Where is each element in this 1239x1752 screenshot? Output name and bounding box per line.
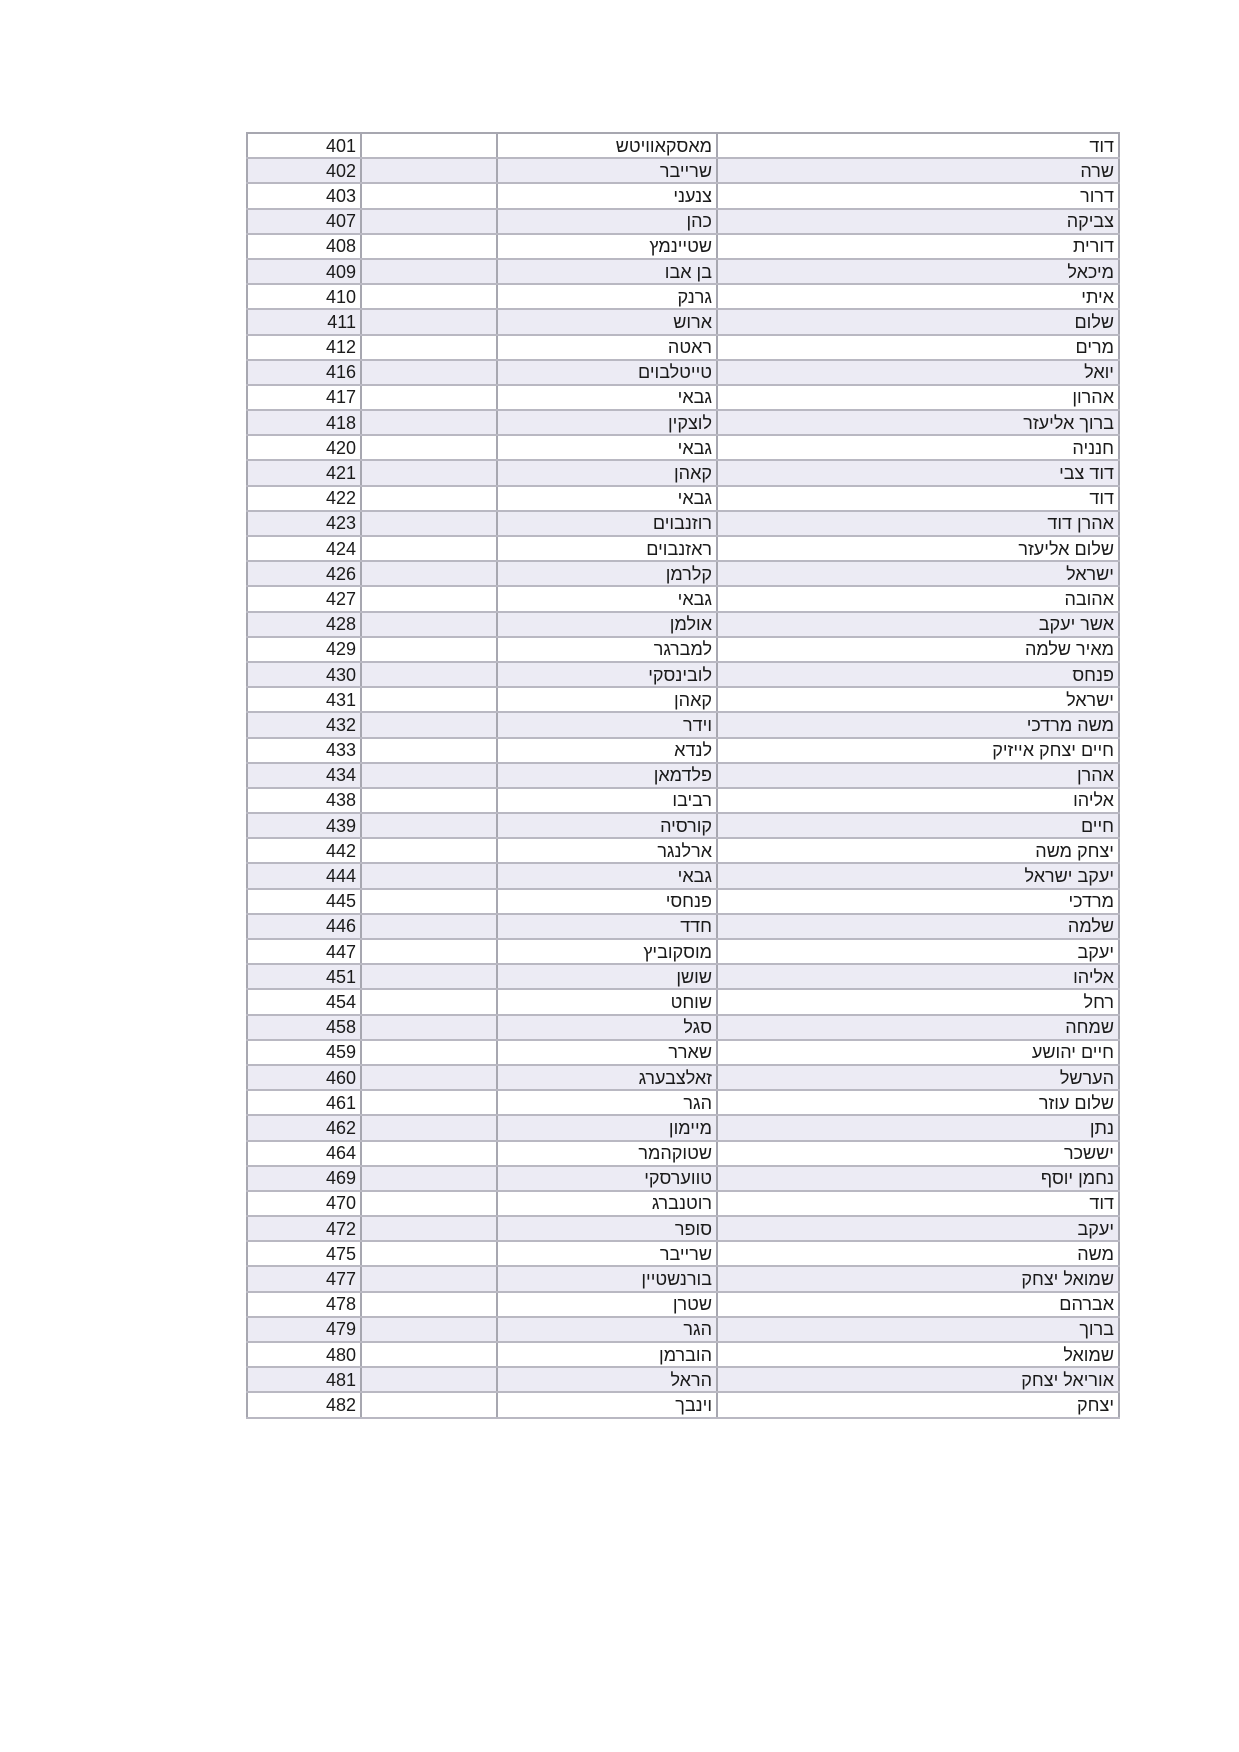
last-name-cell: סגל — [497, 1015, 717, 1040]
names-table-body — [247, 133, 1119, 1418]
table-row — [247, 1015, 1119, 1040]
id-cell: 402 — [247, 158, 361, 183]
last-name-cell: שרייבר — [497, 1241, 717, 1266]
id-cell: 445 — [247, 889, 361, 914]
id-cell: 451 — [247, 964, 361, 989]
empty-cell — [361, 889, 497, 914]
id-cell: 431 — [247, 687, 361, 712]
first-name-cell: פנחס — [717, 662, 1119, 687]
table-row — [247, 536, 1119, 561]
id-cell: 470 — [247, 1191, 361, 1216]
table-row — [247, 284, 1119, 309]
empty-cell — [361, 435, 497, 460]
empty-cell — [361, 259, 497, 284]
table-row — [247, 1342, 1119, 1367]
table-row — [247, 1065, 1119, 1090]
id-cell: 408 — [247, 234, 361, 259]
id-cell: 426 — [247, 561, 361, 586]
id-cell: 462 — [247, 1115, 361, 1140]
table-row — [247, 763, 1119, 788]
empty-cell — [361, 133, 497, 158]
first-name-cell: דורית — [717, 234, 1119, 259]
empty-cell — [361, 838, 497, 863]
first-name-cell: יששכר — [717, 1141, 1119, 1166]
table-row — [247, 1115, 1119, 1140]
table-row — [247, 511, 1119, 536]
last-name-cell: קאהן — [497, 687, 717, 712]
table-row — [247, 813, 1119, 838]
first-name-cell: שלום — [717, 309, 1119, 334]
last-name-cell: הראל — [497, 1367, 717, 1392]
last-name-cell: קאהן — [497, 460, 717, 485]
last-name-cell: מאסקאוויטש — [497, 133, 717, 158]
id-cell: 434 — [247, 763, 361, 788]
table-row — [247, 335, 1119, 360]
last-name-cell: שוחט — [497, 989, 717, 1014]
last-name-cell: וידר — [497, 712, 717, 737]
table-row — [247, 385, 1119, 410]
first-name-cell: משה — [717, 1241, 1119, 1266]
last-name-cell: מוסקוביץ — [497, 939, 717, 964]
last-name-cell: גבאי — [497, 863, 717, 888]
empty-cell — [361, 284, 497, 309]
table-row — [247, 939, 1119, 964]
first-name-cell: אברהם — [717, 1292, 1119, 1317]
first-name-cell: יצחק משה — [717, 838, 1119, 863]
last-name-cell: לוצקין — [497, 410, 717, 435]
id-cell: 422 — [247, 486, 361, 511]
first-name-cell: שרה — [717, 158, 1119, 183]
id-cell: 478 — [247, 1292, 361, 1317]
first-name-cell: יעקב ישראל — [717, 863, 1119, 888]
last-name-cell: למברגר — [497, 637, 717, 662]
empty-cell — [361, 234, 497, 259]
id-cell: 410 — [247, 284, 361, 309]
first-name-cell: צביקה — [717, 209, 1119, 234]
last-name-cell: זאלצבערג — [497, 1065, 717, 1090]
last-name-cell: טווערסקי — [497, 1166, 717, 1191]
empty-cell — [361, 1191, 497, 1216]
empty-cell — [361, 939, 497, 964]
last-name-cell: ראזנבוים — [497, 536, 717, 561]
last-name-cell: בן אבו — [497, 259, 717, 284]
last-name-cell: גרנק — [497, 284, 717, 309]
first-name-cell: יעקב — [717, 939, 1119, 964]
first-name-cell: דוד — [717, 1191, 1119, 1216]
table-row — [247, 889, 1119, 914]
table-row — [247, 234, 1119, 259]
table-row — [247, 838, 1119, 863]
first-name-cell: שמואל — [717, 1342, 1119, 1367]
id-cell: 472 — [247, 1216, 361, 1241]
last-name-cell: ראטה — [497, 335, 717, 360]
empty-cell — [361, 158, 497, 183]
table-row — [247, 486, 1119, 511]
table-row — [247, 914, 1119, 939]
table-row — [247, 1141, 1119, 1166]
empty-cell — [361, 486, 497, 511]
id-cell: 401 — [247, 133, 361, 158]
last-name-cell: פנחסי — [497, 889, 717, 914]
id-cell: 417 — [247, 385, 361, 410]
first-name-cell: דוד — [717, 486, 1119, 511]
id-cell: 420 — [247, 435, 361, 460]
last-name-cell: לובינסקי — [497, 662, 717, 687]
table-row — [247, 1216, 1119, 1241]
first-name-cell: שמואל יצחק — [717, 1266, 1119, 1291]
id-cell: 423 — [247, 511, 361, 536]
id-cell: 421 — [247, 460, 361, 485]
empty-cell — [361, 863, 497, 888]
first-name-cell: מאיר שלמה — [717, 637, 1119, 662]
last-name-cell: לנדא — [497, 738, 717, 763]
table-row — [247, 788, 1119, 813]
last-name-cell: כהן — [497, 209, 717, 234]
table-row — [247, 637, 1119, 662]
first-name-cell: אהובה — [717, 586, 1119, 611]
id-cell: 446 — [247, 914, 361, 939]
first-name-cell: שמחה — [717, 1015, 1119, 1040]
table-row — [247, 1392, 1119, 1417]
table-row — [247, 989, 1119, 1014]
empty-cell — [361, 1367, 497, 1392]
last-name-cell: גבאי — [497, 486, 717, 511]
id-cell: 424 — [247, 536, 361, 561]
empty-cell — [361, 335, 497, 360]
first-name-cell: חיים — [717, 813, 1119, 838]
id-cell: 461 — [247, 1090, 361, 1115]
last-name-cell: אולמן — [497, 612, 717, 637]
empty-cell — [361, 1115, 497, 1140]
empty-cell — [361, 989, 497, 1014]
last-name-cell: הגר — [497, 1317, 717, 1342]
last-name-cell: שטיינמץ — [497, 234, 717, 259]
id-cell: 459 — [247, 1040, 361, 1065]
first-name-cell: יעקב — [717, 1216, 1119, 1241]
empty-cell — [361, 1216, 497, 1241]
last-name-cell: שרייבר — [497, 158, 717, 183]
table-row — [247, 259, 1119, 284]
names-table — [246, 132, 1120, 1419]
last-name-cell: טייטלבוים — [497, 360, 717, 385]
last-name-cell: גבאי — [497, 435, 717, 460]
last-name-cell: וינבך — [497, 1392, 717, 1417]
last-name-cell: קורסיה — [497, 813, 717, 838]
id-cell: 407 — [247, 209, 361, 234]
empty-cell — [361, 385, 497, 410]
last-name-cell: גבאי — [497, 385, 717, 410]
first-name-cell: אהרון — [717, 385, 1119, 410]
last-name-cell: ארוש — [497, 309, 717, 334]
table-row — [247, 133, 1119, 158]
table-row — [247, 662, 1119, 687]
last-name-cell: סופר — [497, 1216, 717, 1241]
id-cell: 482 — [247, 1392, 361, 1417]
first-name-cell: חנניה — [717, 435, 1119, 460]
id-cell: 403 — [247, 183, 361, 208]
last-name-cell: חדד — [497, 914, 717, 939]
empty-cell — [361, 763, 497, 788]
id-cell: 442 — [247, 838, 361, 863]
table-row — [247, 360, 1119, 385]
empty-cell — [361, 1065, 497, 1090]
first-name-cell: ישראל — [717, 687, 1119, 712]
table-row — [247, 309, 1119, 334]
first-name-cell: דרור — [717, 183, 1119, 208]
empty-cell — [361, 914, 497, 939]
empty-cell — [361, 511, 497, 536]
id-cell: 458 — [247, 1015, 361, 1040]
id-cell: 432 — [247, 712, 361, 737]
id-cell: 475 — [247, 1241, 361, 1266]
id-cell: 429 — [247, 637, 361, 662]
first-name-cell: נתן — [717, 1115, 1119, 1140]
empty-cell — [361, 1292, 497, 1317]
first-name-cell: אשר יעקב — [717, 612, 1119, 637]
id-cell: 412 — [247, 335, 361, 360]
empty-cell — [361, 460, 497, 485]
id-cell: 411 — [247, 309, 361, 334]
first-name-cell: שלום אליעזר — [717, 536, 1119, 561]
table-row — [247, 1266, 1119, 1291]
id-cell: 427 — [247, 586, 361, 611]
id-cell: 481 — [247, 1367, 361, 1392]
table-row — [247, 1241, 1119, 1266]
last-name-cell: שטרן — [497, 1292, 717, 1317]
table-row — [247, 612, 1119, 637]
empty-cell — [361, 687, 497, 712]
first-name-cell: משה מרדכי — [717, 712, 1119, 737]
last-name-cell: הגר — [497, 1090, 717, 1115]
first-name-cell: ברוך אליעזר — [717, 410, 1119, 435]
id-cell: 444 — [247, 863, 361, 888]
table-row — [247, 964, 1119, 989]
empty-cell — [361, 1141, 497, 1166]
last-name-cell: בורנשטיין — [497, 1266, 717, 1291]
empty-cell — [361, 813, 497, 838]
empty-cell — [361, 964, 497, 989]
first-name-cell: יצחק — [717, 1392, 1119, 1417]
id-cell: 430 — [247, 662, 361, 687]
empty-cell — [361, 536, 497, 561]
first-name-cell: ברוך — [717, 1317, 1119, 1342]
table-row — [247, 460, 1119, 485]
empty-cell — [361, 209, 497, 234]
first-name-cell: רחל — [717, 989, 1119, 1014]
empty-cell — [361, 637, 497, 662]
last-name-cell: רוטנברג — [497, 1191, 717, 1216]
last-name-cell: פלדמאן — [497, 763, 717, 788]
id-cell: 418 — [247, 410, 361, 435]
first-name-cell: אליהו — [717, 964, 1119, 989]
empty-cell — [361, 1392, 497, 1417]
first-name-cell: דוד — [717, 133, 1119, 158]
last-name-cell: צנעני — [497, 183, 717, 208]
table-row — [247, 410, 1119, 435]
id-cell: 480 — [247, 1342, 361, 1367]
id-cell: 433 — [247, 738, 361, 763]
table-row — [247, 712, 1119, 737]
last-name-cell: קלרמן — [497, 561, 717, 586]
table-row — [247, 1292, 1119, 1317]
empty-cell — [361, 662, 497, 687]
last-name-cell: שטוקהמר — [497, 1141, 717, 1166]
id-cell: 479 — [247, 1317, 361, 1342]
table-row — [247, 586, 1119, 611]
first-name-cell: חיים יצחק אייזיק — [717, 738, 1119, 763]
table-row — [247, 1317, 1119, 1342]
empty-cell — [361, 1040, 497, 1065]
last-name-cell: שושן — [497, 964, 717, 989]
id-cell: 416 — [247, 360, 361, 385]
empty-cell — [361, 1015, 497, 1040]
last-name-cell: רוזנבוים — [497, 511, 717, 536]
table-row — [247, 1040, 1119, 1065]
first-name-cell: חיים יהושע — [717, 1040, 1119, 1065]
empty-cell — [361, 183, 497, 208]
table-row — [247, 435, 1119, 460]
table-row — [247, 561, 1119, 586]
empty-cell — [361, 1166, 497, 1191]
table-row — [247, 209, 1119, 234]
id-cell: 439 — [247, 813, 361, 838]
first-name-cell: שלמה — [717, 914, 1119, 939]
id-cell: 460 — [247, 1065, 361, 1090]
first-name-cell: יואל — [717, 360, 1119, 385]
empty-cell — [361, 738, 497, 763]
table-row — [247, 738, 1119, 763]
table-row — [247, 158, 1119, 183]
empty-cell — [361, 1266, 497, 1291]
empty-cell — [361, 561, 497, 586]
last-name-cell: רביבו — [497, 788, 717, 813]
id-cell: 454 — [247, 989, 361, 1014]
empty-cell — [361, 1317, 497, 1342]
table-row — [247, 863, 1119, 888]
first-name-cell: שלום עוזר — [717, 1090, 1119, 1115]
empty-cell — [361, 410, 497, 435]
last-name-cell: ארלנגר — [497, 838, 717, 863]
first-name-cell: נחמן יוסף — [717, 1166, 1119, 1191]
empty-cell — [361, 788, 497, 813]
empty-cell — [361, 712, 497, 737]
id-cell: 409 — [247, 259, 361, 284]
last-name-cell: מיימון — [497, 1115, 717, 1140]
first-name-cell: הערשל — [717, 1065, 1119, 1090]
empty-cell — [361, 1241, 497, 1266]
first-name-cell: מרים — [717, 335, 1119, 360]
id-cell: 464 — [247, 1141, 361, 1166]
first-name-cell: אליהו — [717, 788, 1119, 813]
empty-cell — [361, 360, 497, 385]
first-name-cell: מיכאל — [717, 259, 1119, 284]
id-cell: 428 — [247, 612, 361, 637]
first-name-cell: אוריאל יצחק — [717, 1367, 1119, 1392]
first-name-cell: מרדכי — [717, 889, 1119, 914]
table-row — [247, 1090, 1119, 1115]
first-name-cell: אהרן דוד — [717, 511, 1119, 536]
first-name-cell: אהרן — [717, 763, 1119, 788]
id-cell: 469 — [247, 1166, 361, 1191]
empty-cell — [361, 309, 497, 334]
table-row — [247, 687, 1119, 712]
first-name-cell: ישראל — [717, 561, 1119, 586]
id-cell: 477 — [247, 1266, 361, 1291]
first-name-cell: דוד צבי — [717, 460, 1119, 485]
id-cell: 438 — [247, 788, 361, 813]
last-name-cell: הוברמן — [497, 1342, 717, 1367]
table-row — [247, 1367, 1119, 1392]
empty-cell — [361, 1342, 497, 1367]
last-name-cell: גבאי — [497, 586, 717, 611]
empty-cell — [361, 586, 497, 611]
empty-cell — [361, 612, 497, 637]
table-row — [247, 183, 1119, 208]
table-row — [247, 1166, 1119, 1191]
empty-cell — [361, 1090, 497, 1115]
first-name-cell: איתי — [717, 284, 1119, 309]
table-row — [247, 1191, 1119, 1216]
id-cell: 447 — [247, 939, 361, 964]
last-name-cell: שארר — [497, 1040, 717, 1065]
